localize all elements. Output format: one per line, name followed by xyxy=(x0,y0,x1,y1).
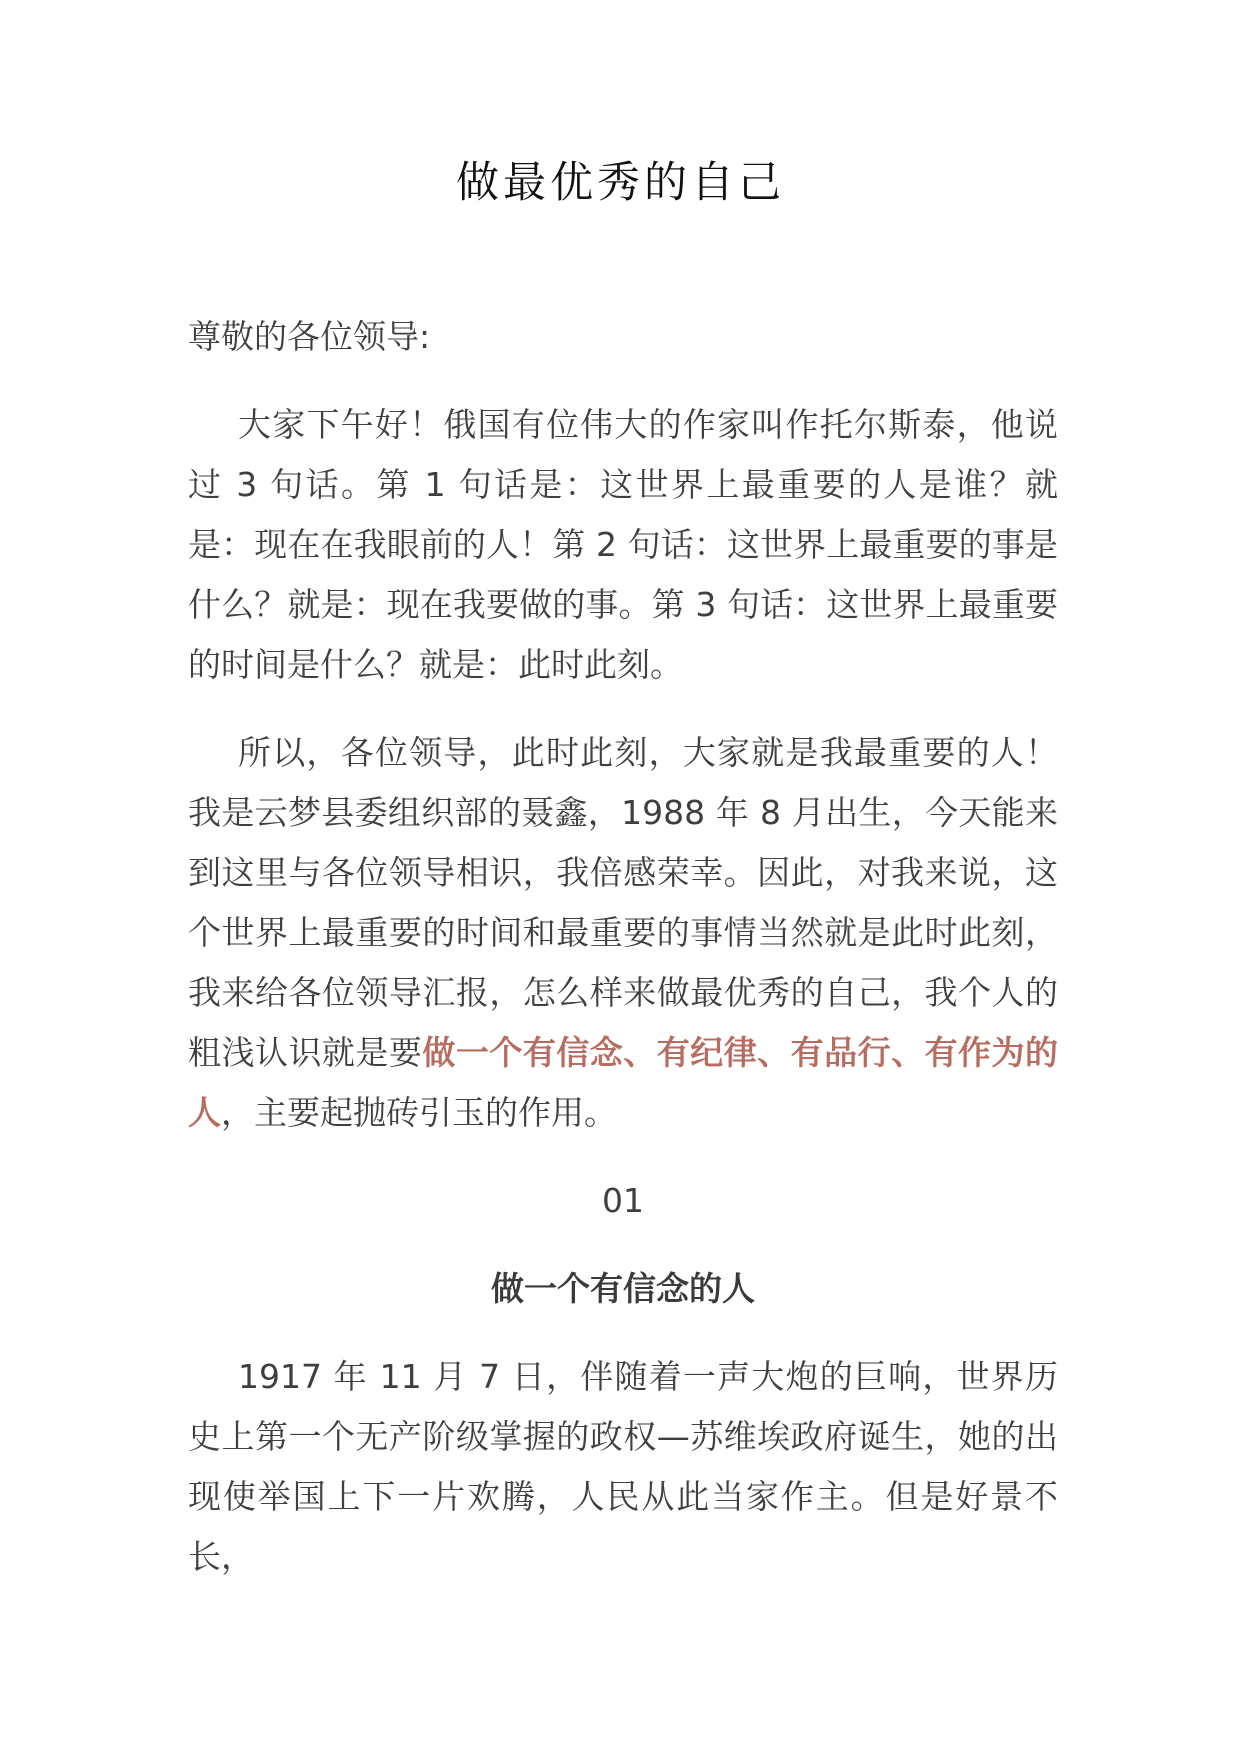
paragraph-history: 1917 年 11 月 7 日，伴随着一声大炮的巨响，世界历史上第一个无产阶级掌握的政权—苏维埃政府诞生，她的出现使举国上下一片欢腾，人民从此当家作主。但是好景不长， xyxy=(188,1357,1058,1576)
section-title: 做一个有信念的人 xyxy=(491,1269,755,1308)
paragraph-intro: 大家下午好！俄国有位伟大的作家叫作托尔斯泰，他说过 3 句话。第 1 句话是：这世界上最重要的人是谁？就是：现在在我眼前的人！第 2 句话：这世界上最重要的事是什么？就是：现在我要做的事。第 3 句话：这世界上最重要的时间是什么？就是：此时此刻。 xyxy=(188,405,1058,684)
document-title: 做最优秀的自己 xyxy=(456,158,785,208)
paragraph-self-introduction xyxy=(188,723,1058,1143)
section-number: 01 xyxy=(602,1181,644,1220)
paragraph-text: 所以，各位领导，此时此刻，大家就是我最重要的人！我是云梦县委组织部的聂鑫，1988 年 8 月出生，今天能来到这里与各位领导相识，我倍感荣幸。因此，对我来说，这个世界上最重要的时间和最重要的事情当然就是此时此刻，我来给各位领导汇报，怎么样来做最优秀的自己，我个人的粗浅认识就是要 xyxy=(188,733,1058,1072)
highlighted-text: 做一个有信念、有纪律、有品行、有作为的人 xyxy=(188,1033,1059,1132)
paragraph-text-end: ，主要起抛砖引玉的作用。 xyxy=(221,1093,617,1132)
document-body xyxy=(188,307,1058,1615)
salutation: 尊敬的各位领导: xyxy=(188,317,431,356)
